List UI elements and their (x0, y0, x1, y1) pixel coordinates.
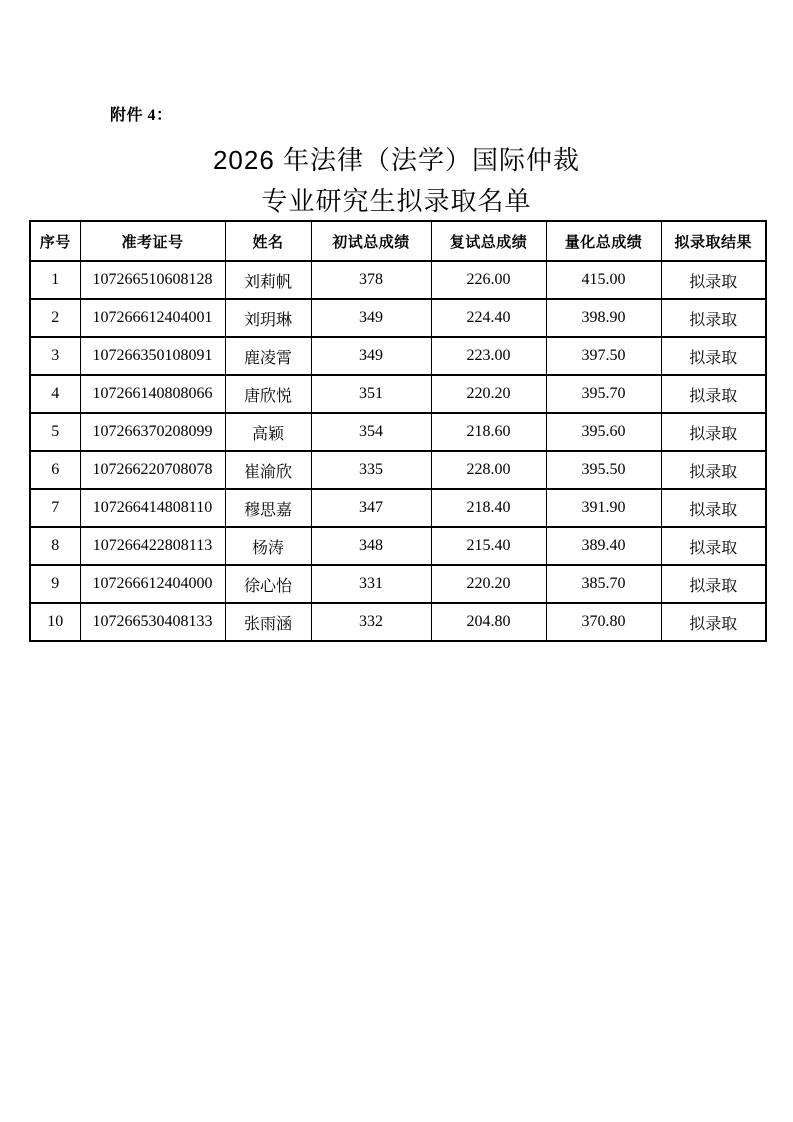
cell-total-score: 395.50 (546, 451, 661, 489)
cell-index: 2 (30, 299, 80, 337)
cell-exam-id: 107266220708078 (80, 451, 225, 489)
cell-index: 4 (30, 375, 80, 413)
cell-name: 高颖 (225, 413, 311, 451)
cell-exam-id: 107266530408133 (80, 603, 225, 641)
cell-result: 拟录取 (661, 337, 766, 375)
cell-total-score: 391.90 (546, 489, 661, 527)
column-header-result: 拟录取结果 (661, 221, 766, 261)
cell-retest-score: 223.00 (431, 337, 546, 375)
cell-total-score: 395.70 (546, 375, 661, 413)
cell-initial-score: 335 (311, 451, 431, 489)
cell-initial-score: 354 (311, 413, 431, 451)
cell-total-score: 389.40 (546, 527, 661, 565)
table-row (30, 565, 766, 603)
cell-index: 3 (30, 337, 80, 375)
column-header-index: 序号 (30, 221, 80, 261)
cell-result: 拟录取 (661, 603, 766, 641)
attachment-label: 附件 4： (110, 107, 173, 124)
cell-result: 拟录取 (661, 261, 766, 299)
cell-index: 6 (30, 451, 80, 489)
cell-retest-score: 226.00 (431, 261, 546, 299)
document-title-line2: 专业研究生拟录取名单 (261, 186, 532, 216)
cell-initial-score: 347 (311, 489, 431, 527)
cell-name: 唐欣悦 (225, 375, 311, 413)
table-row (30, 299, 766, 337)
cell-index: 7 (30, 489, 80, 527)
cell-initial-score: 332 (311, 603, 431, 641)
cell-initial-score: 378 (311, 261, 431, 299)
cell-exam-id: 107266350108091 (80, 337, 225, 375)
cell-retest-score: 204.80 (431, 603, 546, 641)
cell-result: 拟录取 (661, 451, 766, 489)
table-row (30, 603, 766, 641)
cell-exam-id: 107266414808110 (80, 489, 225, 527)
column-header-initial-score: 初试总成绩 (311, 221, 431, 261)
cell-result: 拟录取 (661, 527, 766, 565)
table-row (30, 527, 766, 565)
cell-name: 鹿凌霄 (225, 337, 311, 375)
table-row (30, 451, 766, 489)
table-row (30, 337, 766, 375)
cell-name: 穆思嘉 (225, 489, 311, 527)
cell-initial-score: 349 (311, 299, 431, 337)
cell-name: 徐心怡 (225, 565, 311, 603)
cell-index: 8 (30, 527, 80, 565)
cell-retest-score: 220.20 (431, 565, 546, 603)
table-row (30, 489, 766, 527)
cell-index: 10 (30, 603, 80, 641)
cell-exam-id: 107266612404001 (80, 299, 225, 337)
cell-name: 崔渝欣 (225, 451, 311, 489)
cell-result: 拟录取 (661, 565, 766, 603)
cell-retest-score: 220.20 (431, 375, 546, 413)
cell-retest-score: 228.00 (431, 451, 546, 489)
cell-name: 杨涛 (225, 527, 311, 565)
document-title (0, 140, 793, 222)
cell-name: 刘玥琳 (225, 299, 311, 337)
cell-result: 拟录取 (661, 413, 766, 451)
cell-initial-score: 351 (311, 375, 431, 413)
cell-result: 拟录取 (661, 489, 766, 527)
cell-exam-id: 107266370208099 (80, 413, 225, 451)
admission-table (29, 220, 767, 642)
cell-result: 拟录取 (661, 299, 766, 337)
table-row (30, 261, 766, 299)
cell-total-score: 385.70 (546, 565, 661, 603)
cell-retest-score: 215.40 (431, 527, 546, 565)
cell-index: 5 (30, 413, 80, 451)
cell-exam-id: 107266510608128 (80, 261, 225, 299)
cell-total-score: 397.50 (546, 337, 661, 375)
cell-retest-score: 218.40 (431, 489, 546, 527)
document-title-line1: 2026 年法律（法学）国际仲裁 (212, 145, 581, 175)
cell-total-score: 398.90 (546, 299, 661, 337)
cell-exam-id: 107266612404000 (80, 565, 225, 603)
cell-index: 9 (30, 565, 80, 603)
cell-exam-id: 107266422808113 (80, 527, 225, 565)
cell-result: 拟录取 (661, 375, 766, 413)
cell-index: 1 (30, 261, 80, 299)
table-row (30, 375, 766, 413)
cell-total-score: 370.80 (546, 603, 661, 641)
cell-exam-id: 107266140808066 (80, 375, 225, 413)
cell-retest-score: 224.40 (431, 299, 546, 337)
cell-initial-score: 331 (311, 565, 431, 603)
cell-total-score: 415.00 (546, 261, 661, 299)
table-row (30, 413, 766, 451)
table-body (30, 261, 766, 641)
cell-name: 刘莉帆 (225, 261, 311, 299)
cell-total-score: 395.60 (546, 413, 661, 451)
column-header-exam-id: 准考证号 (80, 221, 225, 261)
table-header-row (30, 221, 766, 261)
cell-name: 张雨涵 (225, 603, 311, 641)
cell-initial-score: 349 (311, 337, 431, 375)
cell-retest-score: 218.60 (431, 413, 546, 451)
column-header-name: 姓名 (225, 221, 311, 261)
column-header-total-score: 量化总成绩 (546, 221, 661, 261)
column-header-retest-score: 复试总成绩 (431, 221, 546, 261)
cell-initial-score: 348 (311, 527, 431, 565)
